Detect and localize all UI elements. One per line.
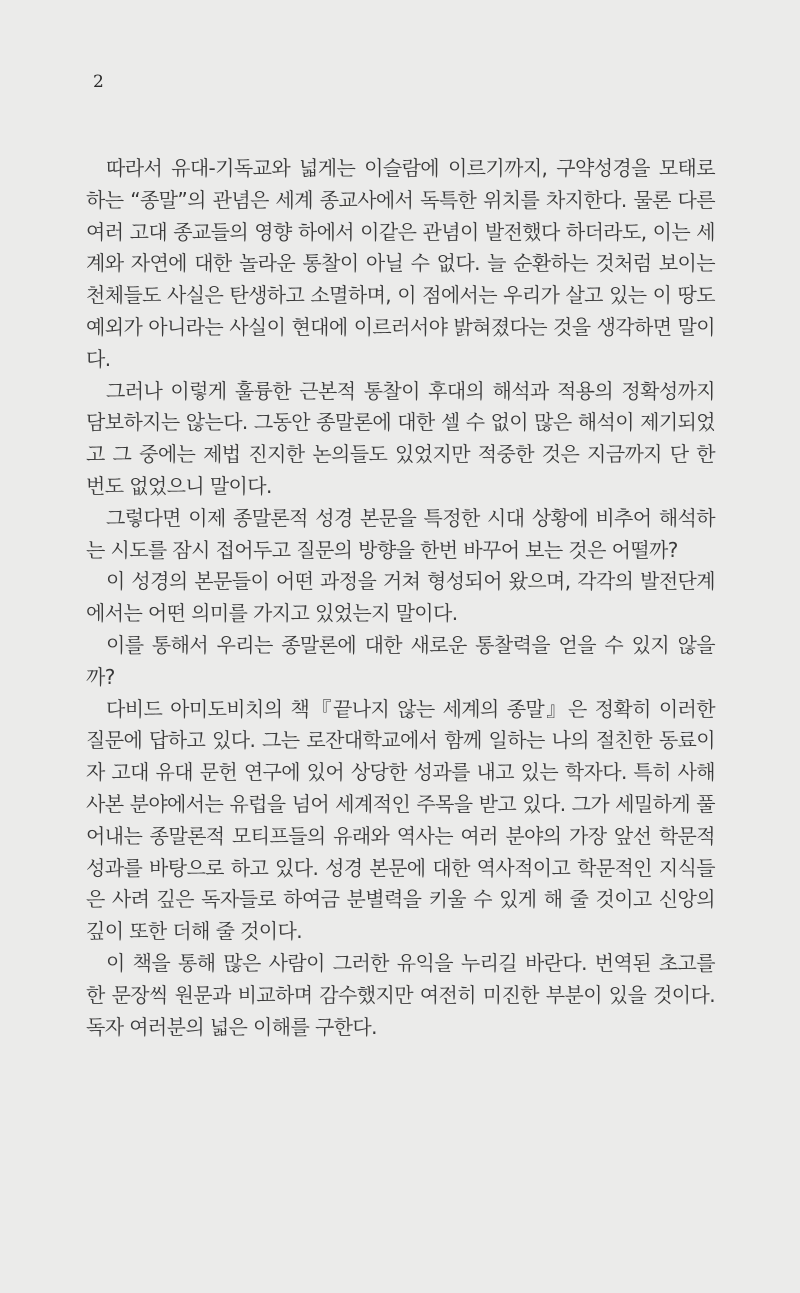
paragraph: 그러나 이렇게 훌륭한 근본적 통찰이 후대의 해석과 적용의 정확성까지 담보하지는 않는다. 그동안 종말론에 대한 셀 수 없이 많은 해석이 제기되었고 그 중에는 제법 진지한 논의들도 있었지만 적중한 것은 지금까지 단 한 번도 없었으니 말이다.	[86, 378, 715, 498]
paragraph: 이를 통해서 우리는 종말론에 대한 새로운 통찰력을 얻을 수 있지 않을까?	[86, 632, 715, 689]
paragraph: 그렇다면 이제 종말론적 성경 본문을 특정한 시대 상황에 비추어 해석하는 시도를 잠시 접어두고 질문의 방향을 한번 바꾸어 보는 것은 어떨까?	[86, 505, 715, 562]
paragraph: 다비드 아미도비치의 책『끝나지 않는 세계의 종말』은 정확히 이러한 질문에 답하고 있다. 그는 로잔대학교에서 함께 일하는 나의 절친한 동료이자 고대 유대 문헌 연구에 있어 상당한 성과를 내고 있는 학자다. 특히 사해 사본 분야에서는 유럽을 넘어 세계적인 주목을 받고 있다. 그가 세밀하게 풀어내는 종말론적 모티프들의 유래와 역사는 여러 분야의 가장 앞선 학문적 성과를 바탕으로 하고 있다. 성경 본문에 대한 역사적이고 학문적인 지식들은 사려 깊은 독자들로 하여금 분별력을 키울 수 있게 해 줄 것이고 신앙의 깊이 또한 더해 줄 것이다.	[86, 696, 715, 944]
paragraph: 이 책을 통해 많은 사람이 그러한 유익을 누리길 바란다. 번역된 초고를 한 문장씩 원문과 비교하며 감수했지만 여전히 미진한 부분이 있을 것이다. 독자 여러분의 넓은 이해를 구한다.	[86, 950, 715, 1039]
body-text	[86, 153, 715, 1043]
paragraph: 따라서 유대-기독교와 넓게는 이슬람에 이르기까지, 구약성경을 모태로 하는 “종말”의 관념은 세계 종교사에서 독특한 위치를 차지한다. 물론 다른 여러 고대 종교들의 영향 하에서 이같은 관념이 발전했다 하더라도, 이는 세계와 자연에 대한 놀라운 통찰이 아닐 수 없다. 늘 순환하는 것처럼 보이는 천체들도 사실은 탄생하고 소멸하며, 이 점에서는 우리가 살고 있는 이 땅도 예외가 아니라는 사실이 현대에 이르러서야 밝혀졌다는 것을 생각하면 말이다.	[86, 156, 715, 371]
page-number: 2	[93, 72, 104, 92]
paragraph: 이 성경의 본문들이 어떤 과정을 거쳐 형성되어 왔으며, 각각의 발전단계에서는 어떤 의미를 가지고 있었는지 말이다.	[86, 569, 715, 626]
